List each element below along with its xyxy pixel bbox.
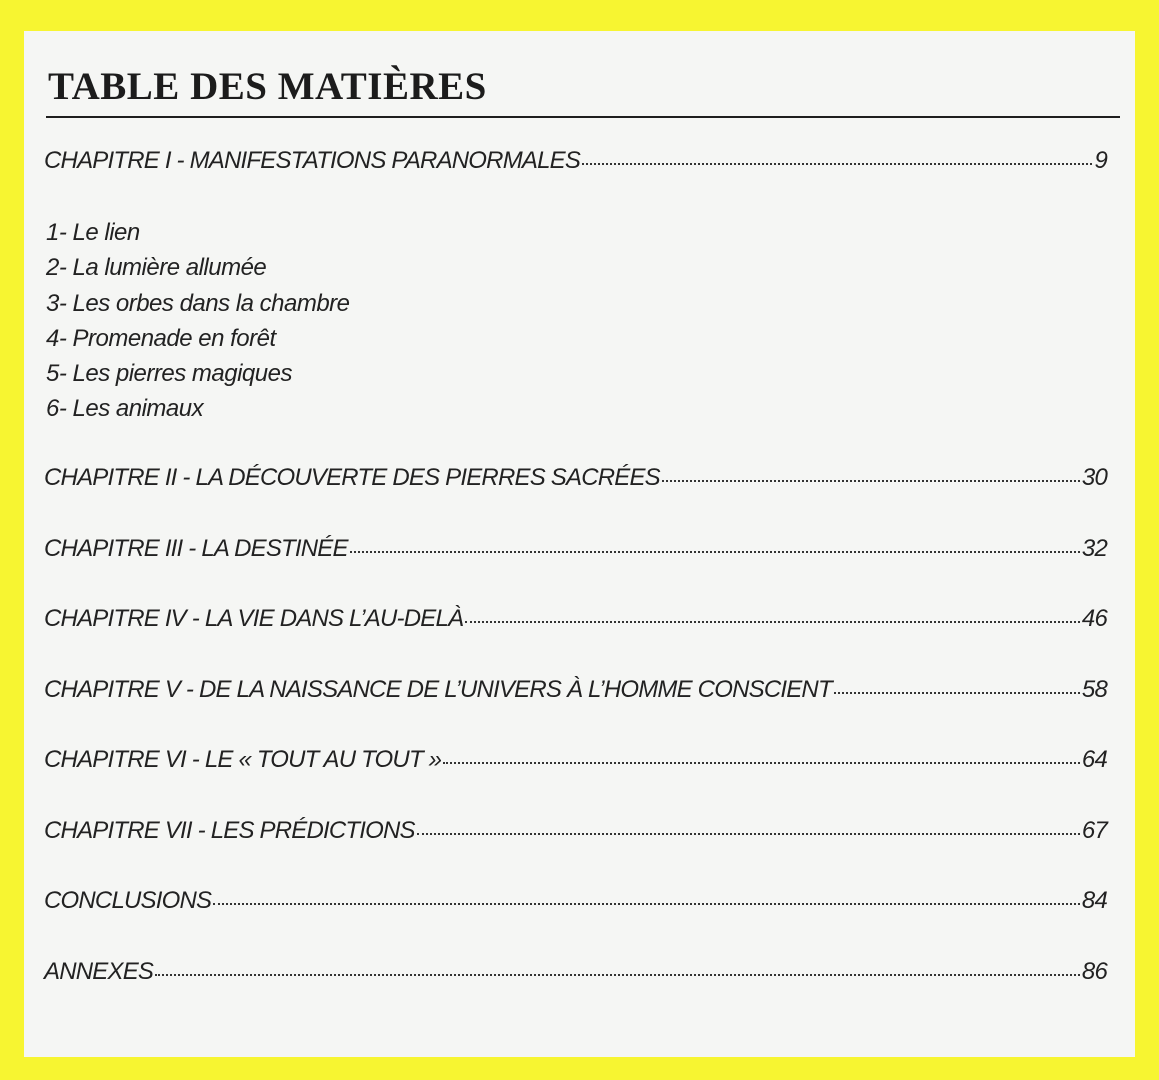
toc-entry-page: 32 (1081, 535, 1107, 562)
toc-entry-label: CHAPITRE V - DE LA NAISSANCE DE L’UNIVERS À L’HOMME CONSCIENT (44, 676, 832, 703)
dot-leader (417, 833, 1080, 835)
dot-leader (662, 480, 1080, 482)
subsection-item: 6- Les animaux (46, 395, 204, 423)
subsection-item: 4- Promenade en forêt (46, 324, 276, 352)
toc-entry-label: CHAPITRE II - LA DÉCOUVERTE DES PIERRES SACRÉES (44, 464, 660, 491)
toc-page (24, 31, 1135, 1057)
toc-entry-chapter-5 (44, 678, 1107, 702)
toc-entry-chapter-6 (44, 748, 1107, 772)
toc-entry-chapter-1 (44, 149, 1107, 173)
subsection-item: 5- Les pierres magiques (46, 360, 292, 388)
toc-entry-page: 9 (1094, 147, 1107, 174)
dot-leader (465, 621, 1080, 623)
toc-entry-chapter-4 (44, 607, 1107, 631)
title-rule (46, 116, 1120, 118)
toc-entry-chapter-2 (44, 466, 1107, 490)
toc-entry-label: CHAPITRE III - LA DESTINÉE (44, 535, 348, 562)
dot-leader (155, 974, 1080, 976)
toc-entry-page: 64 (1081, 746, 1107, 773)
toc-entry-page: 46 (1081, 605, 1107, 632)
dot-leader (213, 903, 1080, 905)
toc-entry-chapter-3 (44, 537, 1107, 561)
dot-leader (582, 163, 1092, 165)
toc-entry-label: CHAPITRE VI - LE « TOUT AU TOUT » (44, 746, 442, 773)
toc-entry-annexes (44, 960, 1107, 984)
dot-leader (443, 762, 1080, 764)
subsection-item: 1- Le lien (46, 219, 140, 246)
chapter-1-subsections (46, 215, 350, 427)
toc-entry-page: 86 (1081, 958, 1107, 985)
toc-entry-label: CHAPITRE IV - LA VIE DANS L’AU-DELÀ (44, 605, 464, 632)
toc-entry-label: CONCLUSIONS (44, 887, 212, 914)
dot-leader (350, 551, 1080, 553)
toc-entry-label: CHAPITRE VII - LES PRÉDICTIONS (44, 817, 415, 844)
page-title: TABLE DES MATIÈRES (48, 65, 487, 108)
toc-entry-label: CHAPITRE I - MANIFESTATIONS PARANORMALES (44, 147, 581, 174)
toc-entry-conclusions (44, 889, 1107, 913)
toc-entry-chapter-7 (44, 819, 1107, 843)
subsection-item: 3- Les orbes dans la chambre (46, 289, 350, 317)
subsection-item: 2- La lumière allumée (46, 254, 267, 282)
toc-entry-page: 67 (1081, 817, 1107, 844)
toc-entry-page: 84 (1081, 887, 1107, 914)
toc-entry-label: ANNEXES (44, 958, 154, 985)
dot-leader (834, 692, 1080, 694)
toc-entry-page: 30 (1081, 464, 1107, 491)
toc-entry-page: 58 (1081, 676, 1107, 703)
